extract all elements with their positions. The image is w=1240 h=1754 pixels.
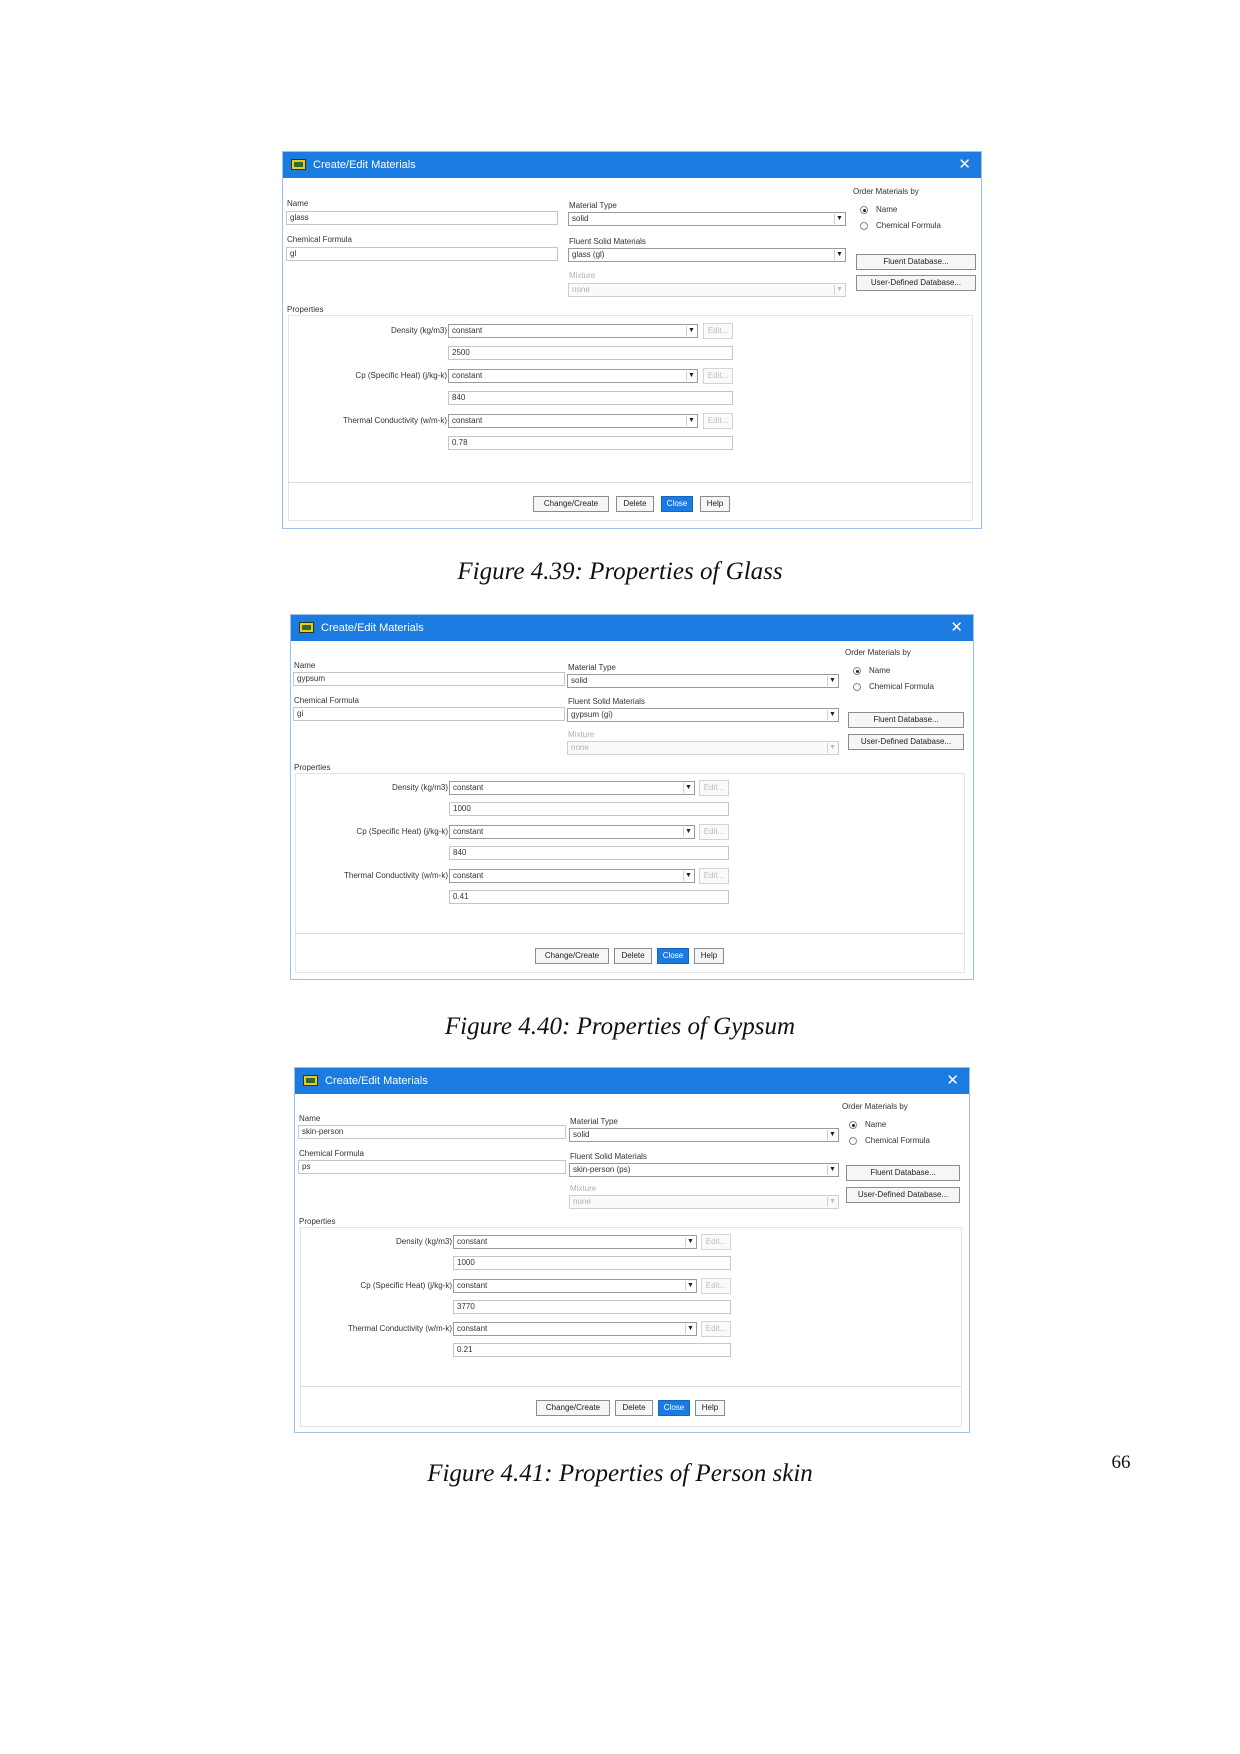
cp-edit-button: Edit... — [699, 824, 729, 840]
app-logo-icon — [303, 1075, 318, 1086]
delete-button[interactable]: Delete — [614, 948, 652, 964]
density-method-select[interactable] — [448, 324, 698, 338]
conductivity-label: Thermal Conductivity (w/m-k) — [342, 416, 447, 425]
material-type-select[interactable] — [568, 212, 846, 226]
conductivity-method-select[interactable] — [449, 869, 695, 883]
cp-value-input[interactable]: 840 — [448, 391, 733, 405]
mixture-value: none — [573, 1197, 591, 1206]
name-input[interactable]: gypsum — [293, 672, 565, 686]
delete-button[interactable]: Delete — [616, 496, 654, 512]
formula-input[interactable]: ps — [298, 1160, 566, 1174]
properties-label: Properties — [299, 1217, 336, 1226]
density-edit-button: Edit... — [699, 780, 729, 796]
density-label: Density (kg/m3) — [391, 783, 448, 792]
name-input[interactable]: glass — [286, 211, 558, 225]
close-button[interactable]: Close — [658, 1400, 690, 1416]
density-edit-button: Edit... — [703, 323, 733, 339]
properties-label: Properties — [287, 305, 324, 314]
material-type-label: Material Type — [569, 201, 617, 210]
formula-label: Chemical Formula — [287, 235, 352, 244]
cp-value-input[interactable]: 3770 — [453, 1300, 731, 1314]
fluent-materials-label: Fluent Solid Materials — [569, 237, 646, 246]
help-button[interactable]: Help — [695, 1400, 725, 1416]
chevron-down-icon: ▼ — [686, 326, 696, 336]
fluent-materials-value: glass (gl) — [572, 250, 605, 259]
density-method-select[interactable] — [453, 1235, 697, 1249]
formula-label: Chemical Formula — [294, 696, 359, 705]
chevron-down-icon: ▼ — [827, 743, 837, 753]
conductivity-edit-button: Edit... — [701, 1321, 731, 1337]
button-bar-divider — [300, 1386, 962, 1387]
conductivity-edit-button: Edit... — [699, 868, 729, 884]
figure-caption: Figure 4.39: Properties of Glass — [457, 558, 783, 585]
order-by-name-radio[interactable] — [849, 1121, 857, 1129]
cp-method-value: constant — [453, 827, 484, 836]
change-create-button[interactable]: Change/Create — [536, 1400, 610, 1416]
dialog-title: Create/Edit Materials — [313, 159, 416, 171]
mixture-select — [569, 1195, 839, 1209]
chevron-down-icon: ▼ — [686, 416, 696, 426]
chevron-down-icon: ▼ — [834, 285, 844, 295]
chevron-down-icon: ▼ — [683, 827, 693, 837]
page-number: 66 — [1111, 1452, 1131, 1473]
chevron-down-icon: ▼ — [683, 783, 693, 793]
mixture-select — [567, 741, 839, 755]
density-method-select[interactable] — [449, 781, 695, 795]
order-by-formula-radio[interactable] — [849, 1137, 857, 1145]
density-value-input[interactable]: 2500 — [448, 346, 733, 360]
order-by-name-label: Name — [865, 1120, 887, 1129]
fluent-materials-select[interactable] — [567, 708, 839, 722]
chevron-down-icon: ▼ — [685, 1324, 695, 1334]
fluent-database-button[interactable]: Fluent Database... — [848, 712, 964, 728]
chevron-down-icon: ▼ — [827, 1165, 837, 1175]
formula-label: Chemical Formula — [299, 1149, 364, 1158]
material-type-label: Material Type — [568, 663, 616, 672]
order-by-name-label: Name — [876, 205, 898, 214]
conductivity-edit-button: Edit... — [703, 413, 733, 429]
conductivity-label: Thermal Conductivity (w/m-k) — [343, 871, 448, 880]
materials-dialog-skin-person — [294, 1067, 970, 1433]
fluent-materials-label: Fluent Solid Materials — [570, 1152, 647, 1161]
conductivity-method-value: constant — [452, 416, 483, 425]
close-icon[interactable]: ✕ — [950, 619, 963, 636]
dialog-title: Create/Edit Materials — [321, 622, 424, 634]
user-defined-database-button[interactable]: User-Defined Database... — [848, 734, 964, 750]
materials-dialog-glass — [282, 151, 982, 529]
dialog-titlebar[interactable] — [291, 615, 973, 641]
material-type-value: solid — [573, 1130, 590, 1139]
delete-button[interactable]: Delete — [615, 1400, 653, 1416]
app-logo-icon — [299, 622, 314, 633]
close-button[interactable]: Close — [657, 948, 689, 964]
cp-method-select[interactable] — [448, 369, 698, 383]
density-method-value: constant — [457, 1237, 488, 1246]
help-button[interactable]: Help — [694, 948, 724, 964]
dialog-titlebar[interactable] — [283, 152, 981, 178]
material-type-value: solid — [572, 214, 589, 223]
conductivity-value-input[interactable]: 0.41 — [449, 890, 729, 904]
user-defined-database-button[interactable]: User-Defined Database... — [846, 1187, 960, 1203]
cp-edit-button: Edit... — [701, 1278, 731, 1294]
figure-caption: Figure 4.40: Properties of Gypsum — [444, 1013, 796, 1040]
change-create-button[interactable]: Change/Create — [533, 496, 609, 512]
cp-value-input[interactable]: 840 — [449, 846, 729, 860]
help-button[interactable]: Help — [700, 496, 730, 512]
conductivity-label: Thermal Conductivity (w/m-k) — [347, 1324, 452, 1333]
cp-label: Cp (Specific Heat) (j/kg-k) — [360, 1281, 452, 1290]
close-icon[interactable]: ✕ — [946, 1072, 959, 1089]
button-bar-divider — [295, 933, 965, 934]
fluent-database-button[interactable]: Fluent Database... — [846, 1165, 960, 1181]
mixture-select — [568, 283, 846, 297]
chevron-down-icon: ▼ — [834, 250, 844, 260]
figure-caption: Figure 4.41: Properties of Person skin — [427, 1460, 813, 1487]
conductivity-method-value: constant — [457, 1324, 488, 1333]
order-by-label: Order Materials by — [853, 187, 919, 196]
cp-method-select[interactable] — [453, 1279, 697, 1293]
chevron-down-icon: ▼ — [827, 1197, 837, 1207]
dialog-title: Create/Edit Materials — [325, 1075, 428, 1087]
formula-input[interactable]: gi — [293, 707, 565, 721]
chevron-down-icon: ▼ — [685, 1281, 695, 1291]
formula-input[interactable]: gl — [286, 247, 558, 261]
order-by-label: Order Materials by — [842, 1102, 908, 1111]
order-by-formula-label: Chemical Formula — [865, 1136, 930, 1145]
close-icon[interactable]: ✕ — [958, 156, 971, 173]
cp-edit-button: Edit... — [703, 368, 733, 384]
change-create-button[interactable]: Change/Create — [535, 948, 609, 964]
density-value-input[interactable]: 1000 — [449, 802, 729, 816]
order-by-formula-label: Chemical Formula — [876, 221, 941, 230]
density-label: Density (kg/m3) — [390, 326, 447, 335]
materials-dialog-gypsum — [290, 614, 974, 980]
mixture-label: Mixture — [570, 1184, 597, 1193]
chevron-down-icon: ▼ — [683, 871, 693, 881]
chevron-down-icon: ▼ — [827, 1130, 837, 1140]
conductivity-value-input[interactable]: 0.21 — [453, 1343, 731, 1357]
mixture-value: none — [572, 285, 590, 294]
chevron-down-icon: ▼ — [827, 676, 837, 686]
chevron-down-icon: ▼ — [834, 214, 844, 224]
density-method-value: constant — [453, 783, 484, 792]
density-edit-button: Edit... — [701, 1234, 731, 1250]
order-by-formula-radio[interactable] — [853, 683, 861, 691]
order-by-formula-radio[interactable] — [860, 222, 868, 230]
mixture-label: Mixture — [568, 730, 595, 739]
conductivity-method-select[interactable] — [448, 414, 698, 428]
order-by-name-label: Name — [869, 666, 891, 675]
fluent-database-button[interactable]: Fluent Database... — [856, 254, 976, 270]
conductivity-method-select[interactable] — [453, 1322, 697, 1336]
density-method-value: constant — [452, 326, 483, 335]
material-type-value: solid — [571, 676, 588, 685]
order-by-formula-label: Chemical Formula — [869, 682, 934, 691]
cp-label: Cp (Specific Heat) (j/kg-k) — [355, 371, 447, 380]
name-label: Name — [287, 199, 309, 208]
order-by-label: Order Materials by — [845, 648, 911, 657]
fluent-materials-label: Fluent Solid Materials — [568, 697, 645, 706]
chevron-down-icon: ▼ — [827, 710, 837, 720]
material-type-label: Material Type — [570, 1117, 618, 1126]
dialog-titlebar[interactable] — [295, 1068, 969, 1094]
fluent-materials-select[interactable] — [569, 1163, 839, 1177]
chevron-down-icon: ▼ — [686, 371, 696, 381]
conductivity-value-input[interactable]: 0.78 — [448, 436, 733, 450]
mixture-value: none — [571, 743, 589, 752]
name-label: Name — [299, 1114, 321, 1123]
cp-method-value: constant — [452, 371, 483, 380]
name-input[interactable]: skin-person — [298, 1125, 566, 1139]
cp-method-value: constant — [457, 1281, 488, 1290]
properties-label: Properties — [294, 763, 331, 772]
fluent-materials-select[interactable] — [568, 248, 846, 262]
close-button[interactable]: Close — [661, 496, 693, 512]
mixture-label: Mixture — [569, 271, 596, 280]
material-type-select[interactable] — [569, 1128, 839, 1142]
material-type-select[interactable] — [567, 674, 839, 688]
app-logo-icon — [291, 159, 306, 170]
button-bar-divider — [288, 482, 973, 483]
cp-method-select[interactable] — [449, 825, 695, 839]
order-by-name-radio[interactable] — [853, 667, 861, 675]
order-by-name-radio[interactable] — [860, 206, 868, 214]
fluent-materials-value: skin-person (ps) — [573, 1165, 631, 1174]
chevron-down-icon: ▼ — [685, 1237, 695, 1247]
conductivity-method-value: constant — [453, 871, 484, 880]
density-label: Density (kg/m3) — [395, 1237, 452, 1246]
density-value-input[interactable]: 1000 — [453, 1256, 731, 1270]
fluent-materials-value: gypsum (gi) — [571, 710, 613, 719]
user-defined-database-button[interactable]: User-Defined Database... — [856, 275, 976, 291]
cp-label: Cp (Specific Heat) (j/kg-k) — [356, 827, 448, 836]
name-label: Name — [294, 661, 316, 670]
